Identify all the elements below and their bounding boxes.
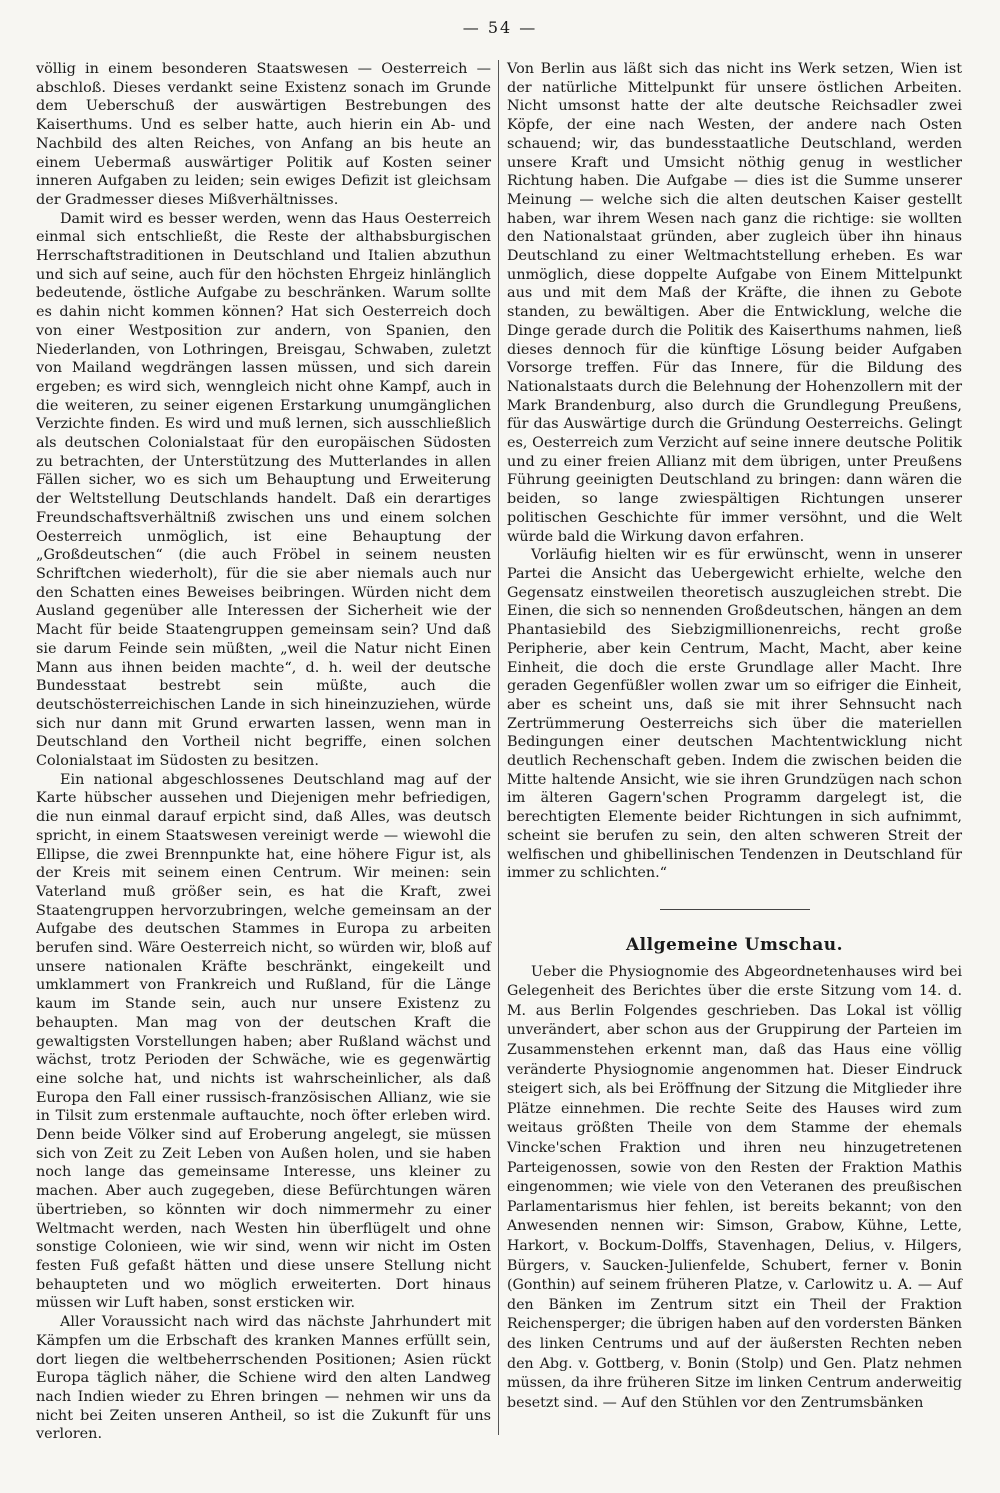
paragraph: Damit wird es besser werden, wenn das Haus Oesterreich einmal sich entschließt, die Reste der althabsburgischen Herrschaftstraditionen in Deutschland und Italien abzuthun und sich auf seine, auch für den höchsten Ehrgeiz hinlänglich bedeutende, östliche Aufgabe zu beschränken. Warum sollte es dahin nicht kommen können? Hat sich Oesterreich doch von einer Westposition zur andern, von Spanien, den Niederlanden, von Lothringen, Breisgau, Schwaben, zuletzt von Mailand wegdrängen lassen müssen, und sich darein ergeben; es wird sich, wenngleich nicht ohne Kampf, auch in die weiteren, zu seiner eigenen Erstarkung unumgänglichen Verzichte finden. Es wird und muß lernen, sich ausschließlich als deutschen Colonialstaat für den europäischen Südosten zu betrachten, der Unterstützung des Mutterlandes in allen Fällen sicher, wo es sich um Behauptung und Erweiterung der Weltstellung Deutschlands handelt. Daß ein derartiges Freundschaftsverhältniß zwischen uns und einem solchen Oesterreich unmöglich, ist eine Behauptung der „Großdeutschen“ (die auch Fröbel in seinem neusten Schriftchen wiederholt), für die sie aber niemals auch nur den Schatten eines Beweises beibringen. Würden nicht dem Ausland gegenüber alle Interessen der Sicherheit wie der Macht für beide Staatengruppen gemeinsam sein? Und daß sie darum Feinde sein müßten, „weil die Natur nicht Einen Mann aus ihnen beiden machte“, d. h. weil der deutsche Bundesstaat bestrebt sein müßte, auch die deutschösterreichischen Lande in sich hineinzuziehen, würde sich nur dann mit Grund erwarten lassen, wenn man in Deutschland den Vortheil nicht begriffe, einen solchen Colonialstaat im Südosten zu besitzen. [36, 210, 491, 770]
left-column [36, 60, 491, 1444]
right-column [507, 60, 962, 1413]
paragraph: Von Berlin aus läßt sich das nicht ins Werk setzen, Wien ist der natürliche Mittelpunkt für unsere östlichen Arbeiten. Nicht umsonst hatte der alte deutsche Reichsadler zwei Köpfe, der eine nach Westen, der andere nach Osten schauend; wir, das bundesstaatliche Deutschland, werden unsere Kraft und Umsicht nöthig genug in westlicher Richtung haben. Die Aufgabe — dies ist die Summe unserer Meinung — welche sich die alten deutschen Kaiser gestellt haben, war ihrem Wesen nach ganz die richtige: sie wollten den Nationalstaat gründen, aber zugleich über ihn hinaus Deutschland zu einer Weltmachtstellung erheben. Es war unmöglich, diese doppelte Aufgabe von Einem Mittelpunkt aus und mit dem Maß der Kräfte, die ihnen zu Gebote standen, zu bewältigen. Aber die Entwicklung, welche die Dinge gerade durch die Politik des Kaiserthums nahmen, ließ dieses dennoch für die künftige Lösung beider Aufgaben Vorsorge treffen. Für das Innere, für die Bildung des Nationalstaats durch die Belehnung der Hohenzollern mit der Mark Brandenburg, also durch die Grundlegung Preußens, für das Auswärtige durch die Gründung Oesterreichs. Gelingt es, Oesterreich zum Verzicht auf seine innere deutsche Politik und zu einer freien Allianz mit dem übrigen, unter Preußens Führung geeinigten Deutschland zu bringen: dann wären die beiden, so lange zwiespältigen Richtungen unserer politischen Geschichte für immer versöhnt, und die Welt würde bald die Wirkung davon erfahren. [507, 61, 962, 545]
paragraph: Ein national abgeschlossenes Deutschland mag auf der Karte hübscher aussehen und Diejenigen mehr befriedigen, die nun einmal darauf erpicht sind, daß Alles, was deutsch spricht, in einem Staatswesen vereinigt werde — wiewohl die Ellipse, die zwei Brennpunkte hat, eine höhere Figur ist, als der Kreis mit seinem einen Centrum. Wir meinen: sein Vaterland muß größer sein, es hat die Kraft, zwei Staatengruppen hervorzubringen, welche gemeinsam an der Aufgabe des deutschen Stammes in Europa zu arbeiten berufen sind. Wäre Oesterreich nicht, so würden wir, bloß auf unsere nationalen Kräfte beschränkt, eingekeilt und umklammert von Frankreich und Rußland, für die Länge kaum im Stande sein, auch nur unsere Existenz zu behaupten. Man mag von der deutschen Kraft die gewaltigsten Vorstellungen haben; aber Rußland wächst und wächst, trotz Perioden der Schwäche, wie es gegenwärtig eine solche hat, und nichts ist wahrscheinlicher, als daß Europa den Fall einer russisch-französischen Allianz, wie sie in Tilsit zum erstenmale auftauchte, noch öfter erleben wird. Denn beide Völker sind auf Eroberung angelegt, sie müssen sich von Zeit zu Zeit Leben von Außen holen, und sie haben noch lange das gemeinsame Interesse, uns kleiner zu machen. Aber auch zugegeben, diese Befürchtungen wären übertrieben, so könnten wir doch nimmermehr zu einer Weltmacht werden, nach Westen hin überflügelt und ohne sonstige Colonieen, wie wir sind, wenn wir nicht im Osten festen Fuß gefaßt hätten und diese unsere Stellung nicht behaupteten und wo möglich erweiterten. Dort hinaus müssen wir Luft haben, sonst ersticken wir. [36, 771, 491, 1312]
paragraph: völlig in einem besonderen Staatswesen — Oesterreich — abschloß. Dieses verdankt seine Existenz sonach im Grunde dem Ueberschuß der auswärtigen Bestrebungen des Kaiserthums. Und es selber hatte, auch hierin ein Ab- und Nachbild des alten Reiches, von Anfang an bis heute an einem Uebermaß auswärtiger Politik auf Kosten seiner inneren Aufgaben zu leiden; sein ewiges Defizit ist gleichsam der Gradmesser dieses Mißverhältnisses. [36, 61, 491, 208]
paragraph: Ueber die Physiognomie des Abgeordnetenhauses wird bei Gelegenheit des Berichtes über die erste Sitzung vom 14. d. M. aus Berlin Folgendes geschrieben. Das Lokal ist völlig unverändert, aber schon aus der Gruppirung der Parteien im Zusammenstehen erkennt man, daß das Haus eine völlig veränderte Physiognomie angenommen hat. Dieser Eindruck steigert sich, als bei Eröffnung der Sitzung die Mitglieder ihre Plätze einnehmen. Die rechte Seite des Hauses wird zum weitaus größten Theile von dem Stamme der ehemals Vincke'schen Fraktion und ihren neu hinzugetretenen Parteigenossen, sowie von den Resten der Fraktion Mathis eingenommen; wie viele von den Veteranen des preußischen Parlamentarismus hier fehlen, ist bereits bekannt; von den Anwesenden nennen wir: Simson, Grabow, Kühne, Lette, Harkort, v. Bockum-Dolffs, Stavenhagen, Delius, v. Hilgers, Bürgers, v. Saucken-Julienfelde, Schubert, ferner v. Bonin (Gonthin) auf seinem früheren Platze, v. Carlowitz u. A. — Auf den Bänken im Zentrum sitzt ein Theil der Fraktion Reichensperger; die übrigen haben auf den vordersten Bänken des linken Centrums und auf der äußersten Rechten neben den Abg. v. Gottberg, v. Bonin (Stolp) und Gen. Platz nehmen müssen, da ihre früheren Sitze im linken Centrum anderweitig besetzt sind. — Auf den Stühlen vor den Zentrumsbänken [507, 963, 962, 1411]
paragraph: Vorläufig hielten wir es für erwünscht, wenn in unserer Partei die Ansicht das Uebergewicht erhielte, welche den Gegensatz einstweilen theoretisch auszugleichen strebt. Die Einen, die sich so nennenden Großdeutschen, hängen an dem Phantasiebild des Siebzigmillionenreichs, recht große Peripherie, aber kein Centrum, Macht, Macht, aber keine Einheit, die doch die erste Grundlage aller Macht. Ihre geraden Gegenfüßler wollen zwar um so eifriger die Einheit, aber es scheint uns, daß sie mit ihrer Sehnsucht nach Zertrümmerung Oesterreichs sich über die materiellen Bedingungen einer deutschen Machtentwicklung nicht deutlich Rechenschaft geben. Indem die zwischen beiden die Mitte haltende Ansicht, wie sie ihren Grundzügen nach schon im älteren Gagern'schen Programm dargelegt ist, die berechtigten Elemente beider Richtungen in sich aufnimmt, scheint sie berufen zu sein, den alten schweren Streit der welfischen und ghibellinischen Tendenzen in Deutschland für immer zu schlichten.“ [507, 547, 962, 882]
column-divider [498, 60, 499, 1435]
section-separator [660, 909, 810, 910]
page-number: — 54 — [462, 18, 538, 37]
paragraph: Aller Voraussicht nach wird das nächste Jahrhundert mit Kämpfen um die Erbschaft des kranken Mannes erfüllt sein, dort liegen die weltbeherrschenden Positionen; Asien rückt Europa täglich näher, die Schiene wird den alten Landweg nach Indien wieder zu Ehren bringen — nehmen wir uns da nicht bei Zeiten unseren Antheil, so ist die Zukunft für uns verloren. [36, 1314, 491, 1443]
section-heading: Allgemeine Umschau. [625, 934, 844, 955]
